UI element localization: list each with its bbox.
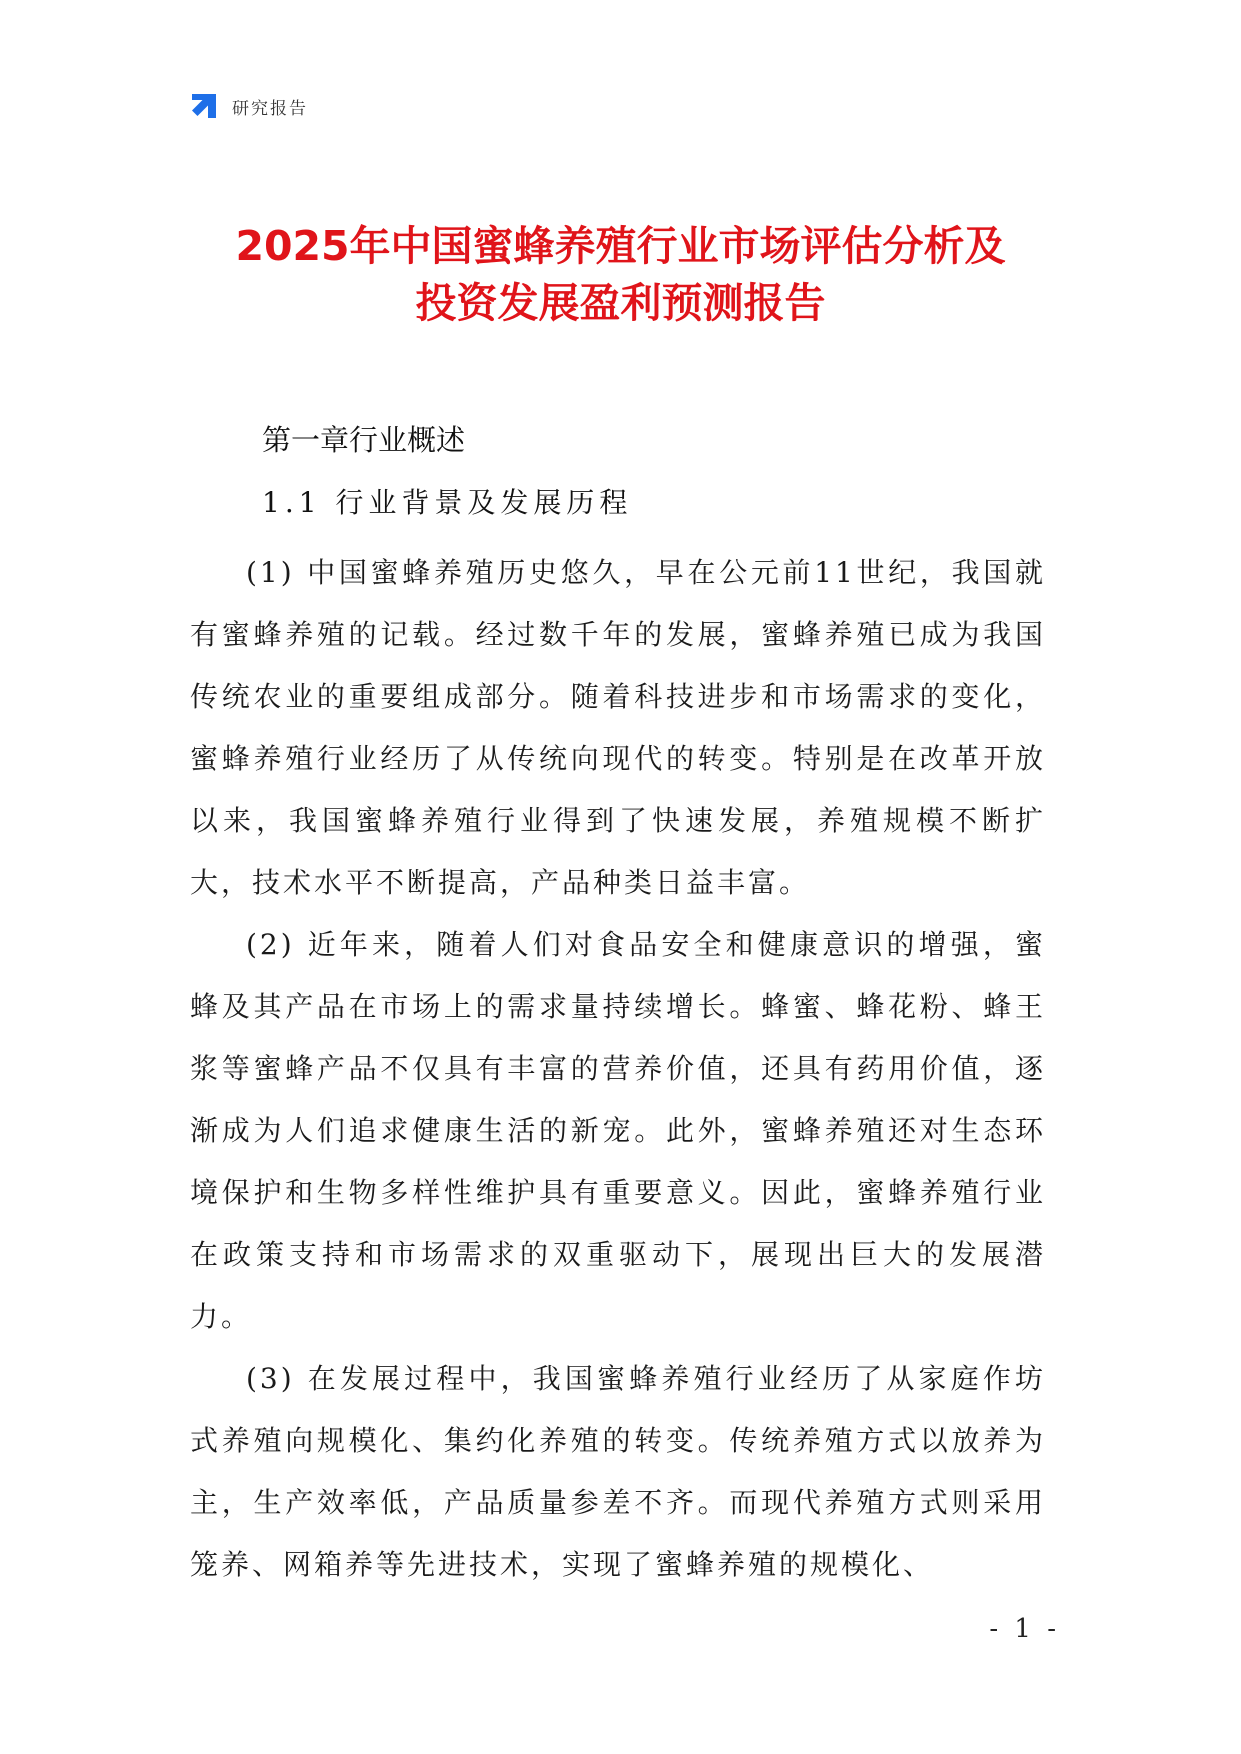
- title-line-2: 投资发展盈利预测报告: [415, 279, 826, 327]
- paragraph-1: (1) 中国蜜蜂养殖历史悠久，早在公元前11世纪，我国就有蜜蜂养殖的记载。经过数千年的发展，蜜蜂养殖已成为我国传统农业的重要组成部分。随着科技进步和市场需求的变化，蜜蜂养殖行业经历了从传统向现代的转变。特别是在改革开放以来，我国蜜蜂养殖行业得到了快速发展，养殖规模不断扩大，技术水平不断提高，产品种类日益丰富。: [190, 556, 1046, 899]
- arrow-up-right-icon: [188, 90, 220, 122]
- chapter-heading: 第一章行业概述: [262, 423, 466, 457]
- page-number: - 1 -: [989, 1614, 1060, 1644]
- report-header: [188, 88, 308, 124]
- report-type-label: 研究报告: [232, 98, 308, 119]
- section-heading: 1.1 行业背景及发展历程: [262, 486, 633, 519]
- document-title: [150, 218, 1091, 332]
- document-body: [190, 542, 1046, 1596]
- paragraph-3: (3) 在发展过程中，我国蜜蜂养殖行业经历了从家庭作坊式养殖向规模化、集约化养殖的转变。传统养殖方式以放养为主，生产效率低，产品质量参差不齐。而现代养殖方式则采用笼养、网箱养等先进技术，实现了蜜蜂养殖的规模化、: [190, 1362, 1046, 1581]
- title-line-1: 2025年中国蜜蜂养殖行业市场评估分析及: [235, 222, 1006, 270]
- paragraph-2: (2) 近年来，随着人们对食品安全和健康意识的增强，蜜蜂及其产品在市场上的需求量持续增长。蜂蜜、蜂花粉、蜂王浆等蜜蜂产品不仅具有丰富的营养价值，还具有药用价值，逐渐成为人们追求健康生活的新宠。此外，蜜蜂养殖还对生态环境保护和生物多样性维护具有重要意义。因此，蜜蜂养殖行业在政策支持和市场需求的双重驱动下，展现出巨大的发展潜力。: [190, 928, 1046, 1333]
